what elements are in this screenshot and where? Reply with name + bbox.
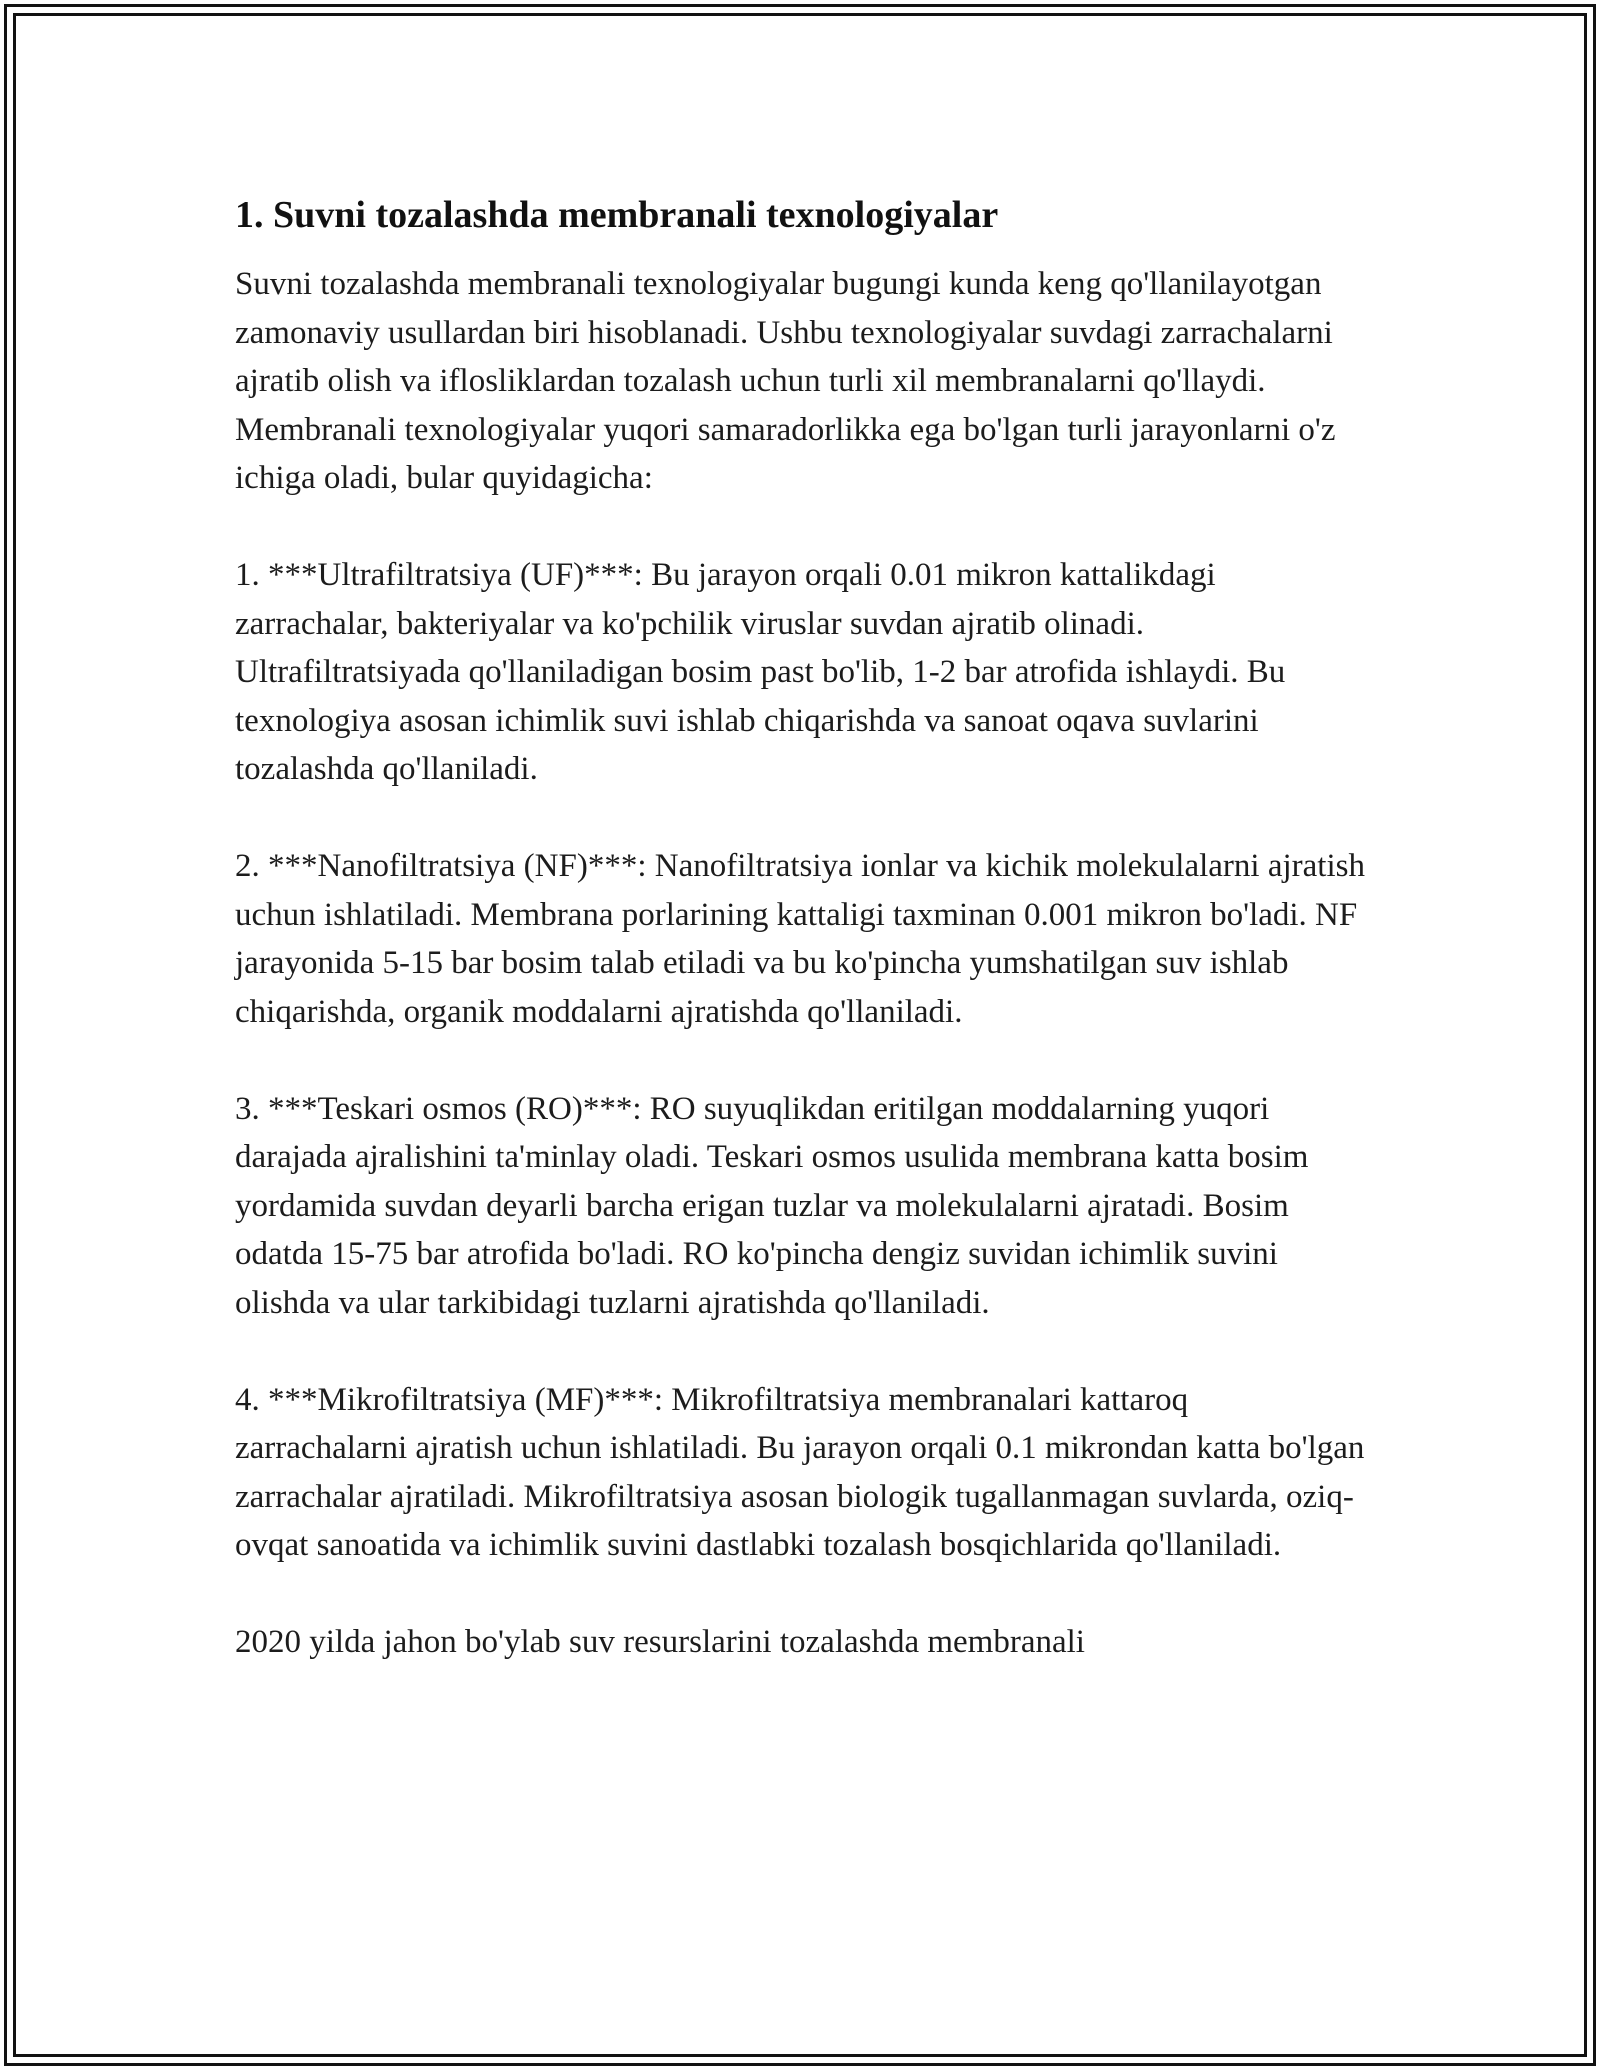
document-body [235,190,1365,1667]
paragraph-closing: 2020 yilda jahon bo'ylab suv resurslarini tozalashda membranali [235,1624,1085,1660]
document-title: 1. Suvni tozalashda membranali texnologiyalar [235,194,999,236]
paragraph-reverse-osmosis: 3. ***Teskari osmos (RO)***: RO suyuqlikdan eritilgan moddalarning yuqori darajada ajralishini ta'minlay oladi. Teskari osmos usulida membrana katta bosim yordamida suvdan deyarli barcha erigan tuzlar va molekulalarni ajratadi. Bosim odatda 15-75 bar atrofida bo'ladi. RO ko'pincha dengiz suvidan ichimlik suvini olishda va ular tarkibidagi tuzlarni ajratishda qo'llaniladi. [235,1090,1309,1321]
paragraph-intro: Suvni tozalashda membranali texnologiyalar bugungi kunda keng qo'llanilayotgan zamonaviy usullardan biri hisoblanadi. Ushbu texnologiyalar suvdagi zarrachalarni ajratib olish va iflosliklardan tozalash uchun turli xil membranalarni qo'llaydi. Membranali texnologiyalar yuqori samaradorlikka ega bo'lgan turli jarayonlarni o'z ichiga oladi, bular quyidagicha: [235,266,1336,496]
paragraph-ultrafiltration: 1. ***Ultrafiltratsiya (UF)***: Bu jarayon orqali 0.01 mikron kattalikdagi zarrachalar, bakteriyalar va ko'pchilik viruslar suvdan ajratib olinadi. Ultrafiltratsiyada qo'llaniladigan bosim past bo'lib, 1-2 bar atrofida ishlaydi. Bu texnologiya asosan ichimlik suvi ishlab chiqarishda va sanoat oqava suvlarini tozalashda qo'llaniladi. [235,557,1286,787]
paragraph-nanofiltration: 2. ***Nanofiltratsiya (NF)***: Nanofiltratsiya ionlar va kichik molekulalarni ajratish uchun ishlatiladi. Membrana porlarining kattaligi taxminan 0.001 mikron bo'ladi. NF jarayonida 5-15 bar bosim talab etiladi va bu ko'pincha yumshatilgan suv ishlab chiqarishda, organik moddalarni ajratishda qo'llaniladi. [235,848,1365,1030]
paragraph-microfiltration: 4. ***Mikrofiltratsiya (MF)***: Mikrofiltratsiya membranalari kattaroq zarrachalarni ajratish uchun ishlatiladi. Bu jarayon orqali 0.1 mikrondan katta bo'lgan zarrachalar ajratiladi. Mikrofiltratsiya asosan biologik tugallanmagan suvlarda, oziq-ovqat sanoatida va ichimlik suvini dastlabki tozalash bosqichlarida qo'llaniladi. [235,1381,1365,1563]
